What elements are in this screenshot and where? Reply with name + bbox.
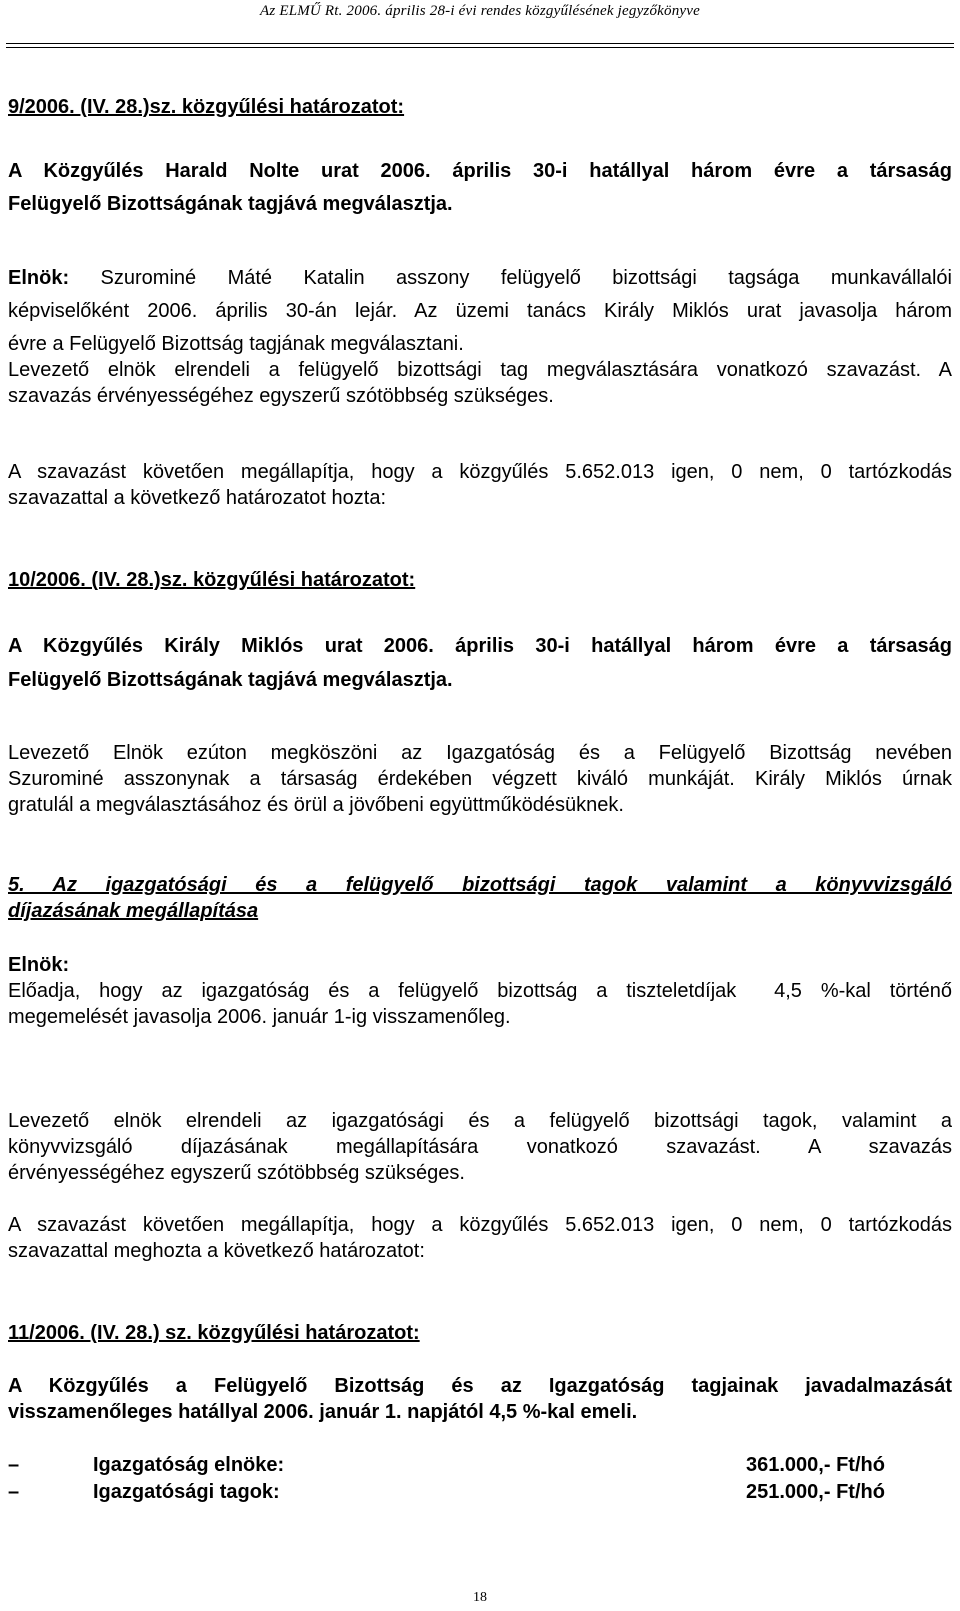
vote-order-2-line-2: könyvvizsgáló díjazásának megállapítására vonatkozó szavazást. A szavazás xyxy=(8,1136,952,1158)
list-dash: – xyxy=(8,1454,20,1476)
header-title: Az ELMŰ Rt. 2006. április 28-i évi rendes közgyűlésének jegyzőkönyve xyxy=(259,3,700,19)
vote-order-1-line-1: Levezető elnök elrendeli a felügyelő bizottsági tag megválasztására vonatkozó szavazást. A xyxy=(8,359,952,381)
compensation-amount: 361.000,- Ft/hó xyxy=(746,1454,885,1476)
resolution-11-text xyxy=(8,1373,952,1425)
compensation-row xyxy=(8,1454,888,1480)
vote-result-2-line-2: szavazattal meghozta a következő határozatot: xyxy=(8,1240,425,1262)
section-5-heading-line-2: díjazásának megállapítása xyxy=(8,900,259,922)
chairman-statement-2 xyxy=(8,978,952,1030)
compensation-amount: 251.000,- Ft/hó xyxy=(746,1481,885,1503)
resolution-10-heading: 10/2006. (IV. 28.)sz. közgyűlési határozatot: xyxy=(8,569,416,591)
chairman-statement-1 xyxy=(8,265,952,357)
resolution-9-heading: 9/2006. (IV. 28.)sz. közgyűlési határozatot: xyxy=(8,96,405,118)
page-header xyxy=(0,0,960,54)
page-number: 18 xyxy=(473,1590,487,1605)
vote-order-2-line-3: érvényességéhez egyszerű szótöbbség szükséges. xyxy=(8,1162,465,1184)
chairman-label-1: Elnök: xyxy=(8,267,70,289)
chairman-statement-2-line-2: megemelését javasolja 2006. január 1-ig visszamenőleg. xyxy=(8,1006,511,1028)
vote-result-1-line-2: szavazattal a következő határozatot hozta: xyxy=(8,487,386,509)
chairman-statement-1-line-3: évre a Felügyelő Bizottság tagjának megválasztani. xyxy=(8,333,464,355)
vote-order-2-line-1: Levezető elnök elrendeli az igazgatósági és a felügyelő bizottsági tagok, valamint a xyxy=(8,1110,952,1132)
resolution-11-heading: 11/2006. (IV. 28.) sz. közgyűlési határozatot: xyxy=(8,1322,420,1344)
compensation-role: Igazgatóság elnöke: xyxy=(93,1454,285,1476)
compensation-role: Igazgatósági tagok: xyxy=(93,1481,280,1503)
vote-order-1-line-2: szavazás érvényességéhez egyszerű szótöbbség szükséges. xyxy=(8,385,554,407)
thanks-paragraph xyxy=(8,740,952,818)
resolution-11-line-1: A Közgyűlés a Felügyelő Bizottság és az Igazgatóság tagjainak javadalmazását xyxy=(8,1375,952,1397)
vote-order-1 xyxy=(8,357,952,409)
list-dash: – xyxy=(8,1481,20,1503)
vote-result-1-line-1: A szavazást követően megállapítja, hogy a közgyűlés 5.652.013 igen, 0 nem, 0 tartózkodás xyxy=(8,461,952,483)
thanks-line-2: Szurominé asszonynak a társaság érdekében végzett kiváló munkáját. Király Miklós úrnak xyxy=(8,768,952,790)
chairman-statement-1-line-1: Szurominé Máté Katalin asszony felügyelő bizottsági tagsága munkavállalói xyxy=(69,267,952,289)
thanks-line-1: Levezető Elnök ezúton megköszöni az Igazgatóság és a Felügyelő Bizottság nevében xyxy=(8,742,952,764)
resolution-10-line-1: A Közgyűlés Király Miklós urat 2006. április 30-i hatállyal három évre a társaság xyxy=(8,635,952,657)
vote-result-1 xyxy=(8,459,952,511)
vote-result-2-line-1: A szavazást követően megállapítja, hogy a közgyűlés 5.652.013 igen, 0 nem, 0 tartózkodás xyxy=(8,1214,952,1236)
chairman-statement-2-line-1: Előadja, hogy az igazgatóság és a felügyelő bizottság a tiszteletdíjak 4,5 %-kal történő xyxy=(8,980,952,1002)
chairman-statement-1-line-2: képviselőként 2006. április 30-án lejár. Az üzemi tanács Király Miklós urat javasolja három xyxy=(8,300,952,322)
section-5-heading-line-1: 5. Az igazgatósági és a felügyelő bizottsági tagok valamint a könyvvizsgáló xyxy=(8,874,952,896)
resolution-10-line-2: Felügyelő Bizottságának tagjává megválasztja. xyxy=(8,669,453,691)
compensation-row xyxy=(8,1481,888,1507)
resolution-9-line-2: Felügyelő Bizottságának tagjává megválasztja. xyxy=(8,193,453,215)
vote-order-2 xyxy=(8,1108,952,1186)
resolution-11-line-2: visszamenőleges hatállyal 2006. január 1. napjától 4,5 %-kal emeli. xyxy=(8,1401,638,1423)
thanks-line-3: gratulál a megválasztásához és örül a jövőbeni együttműködésüknek. xyxy=(8,794,624,816)
resolution-10-text xyxy=(8,633,952,693)
header-rule-top xyxy=(6,43,954,44)
resolution-9-line-1: A Közgyűlés Harald Nolte urat 2006. április 30-i hatállyal három évre a társaság xyxy=(8,160,952,182)
header-rule-bottom xyxy=(6,47,954,48)
vote-result-2 xyxy=(8,1212,952,1264)
chairman-label-2: Elnök: xyxy=(8,954,70,976)
section-5-heading xyxy=(8,872,952,924)
resolution-9-text xyxy=(8,158,952,217)
